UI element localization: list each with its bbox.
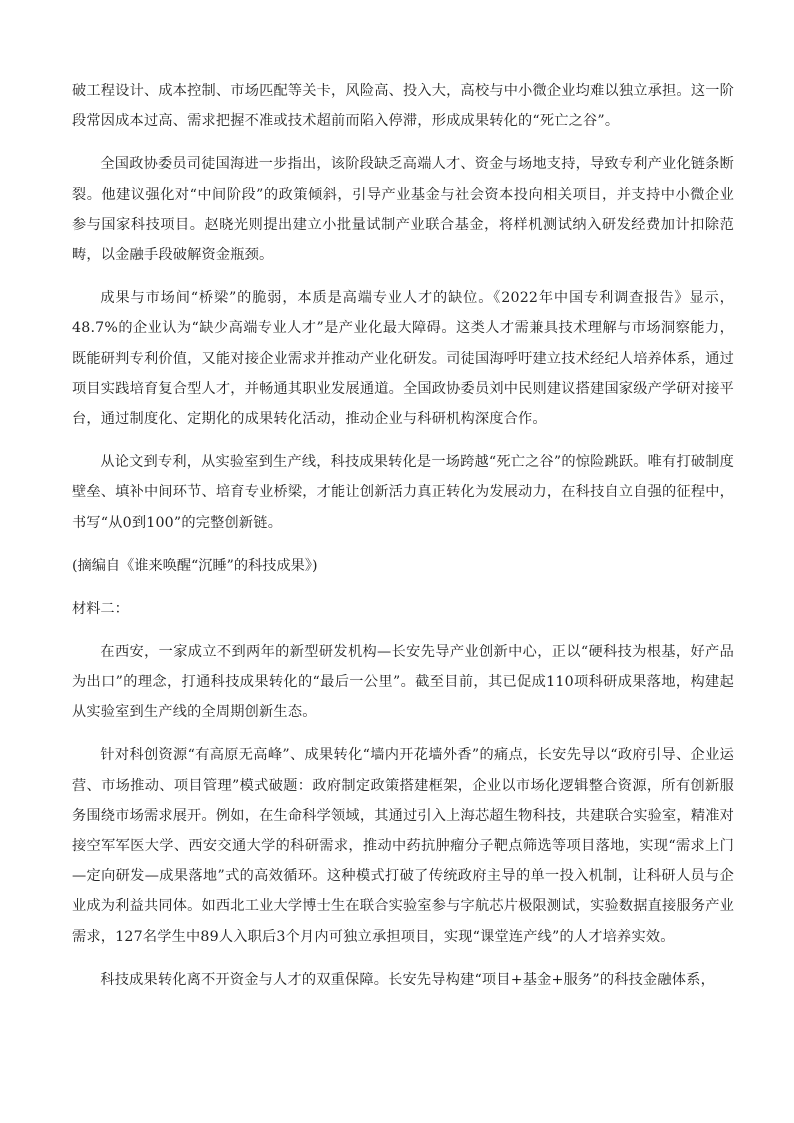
paragraph-model-breakthrough: 针对科创资源“有高原无高峰”、成果转化“墙内开花墙外香”的痛点，长安先导以“政府引导、企业运营、市场推动、项目管理”模式破题：政府制定政策搭建框架，企业以市场化逻辑整合资源，所有创新服务围绕市场需求展开。例如，在生命科学领域，其通过引入上海芯超生物科技，共建联合实验室，精准对接空军军医大学、西安交通大学的科研需求，推动中药抗肿瘤分子靶点筛选等项目落地，实现“需求上门—定向研发—成果落地”式的高效循环。这种模式打破了传统政府主导的单一投入机制，让科研人员与企业成为利益共同体。如西北工业大学博士生在联合实验室参与字航芯片极限测试，实验数据直接服务产业需求，127名学生中89人入职后3个月内可独立承担项目，实现“课堂连产线”的人才培养实效。 bbox=[72, 747, 734, 945]
document-page bbox=[72, 76, 734, 1008]
paragraph-continuation: 破工程设计、成本控制、市场匹配等关卡，风险高、投入大，高校与中小微企业均难以独立承担。这一阶段常因成本过高、需求把握不准或技术超前而陷入停滞，形成成果转化的“死亡之谷”。 bbox=[72, 83, 734, 130]
paragraph-talent-bridge: 成果与市场间“桥梁”的脆弱，本质是高端专业人才的缺位。《2022年中国专利调查报告》显示，48.7%的企业认为“缺少高端专业人才”是产业化最大障碍。这类人才需兼具技术理解与市场洞察能力，既能研判专利价值，又能对接企业需求并推动产业化研发。司徒国海呼吁建立技术经纪人培养体系，通过项目实践培育复合型人才，并畅通其职业发展通道。全国政协委员刘中民则建议搭建国家级产学研对接平台，通过制度化、定期化的成果转化活动，推动企业与科研机构深度合作。 bbox=[72, 290, 734, 428]
paragraph-policy-suggestions: 全国政协委员司徒国海进一步指出，该阶段缺乏高端人才、资金与场地支持，导致专利产业化链条断裂。他建议强化对“中间阶段”的政策倾斜，引导产业基金与社会资本投向相关项目，并支持中小微企业参与国家科技项目。赵晓光则提出建立小批量试制产业联合基金，将样机测试纳入研发经费加计扣除范畴，以金融手段破解资金瓶颈。 bbox=[72, 156, 734, 264]
paragraph-conclusion: 从论文到专利，从实验室到生产线，科技成果转化是一场跨越“死亡之谷”的惊险跳跃。唯有打破制度壁垒、填补中间环节、培育专业桥梁，才能让创新活力真正转化为发展动力，在科技自立自强的征程中，书写“从0到100”的完整创新链。 bbox=[72, 454, 734, 531]
paragraph-finance-talent: 科技成果转化离不开资金与人才的双重保障。长安先导构建“项目+基金+服务”的科技金融体系， bbox=[100, 971, 715, 988]
source-citation: (摘编自《谁来唤醒“沉睡”的科技成果》) bbox=[72, 557, 318, 574]
material-two-heading: 材料二： bbox=[72, 600, 129, 617]
paragraph-xian-intro: 在西安，一家成立不到两年的新型研发机构—长安先导产业创新中心，正以“硬科技为根基，好产品为出口”的理念，打通科技成果转化的“最后一公里”。截至目前，其已促成110项科研成果落地，构建起从实验室到生产线的全周期创新生态。 bbox=[72, 643, 734, 721]
